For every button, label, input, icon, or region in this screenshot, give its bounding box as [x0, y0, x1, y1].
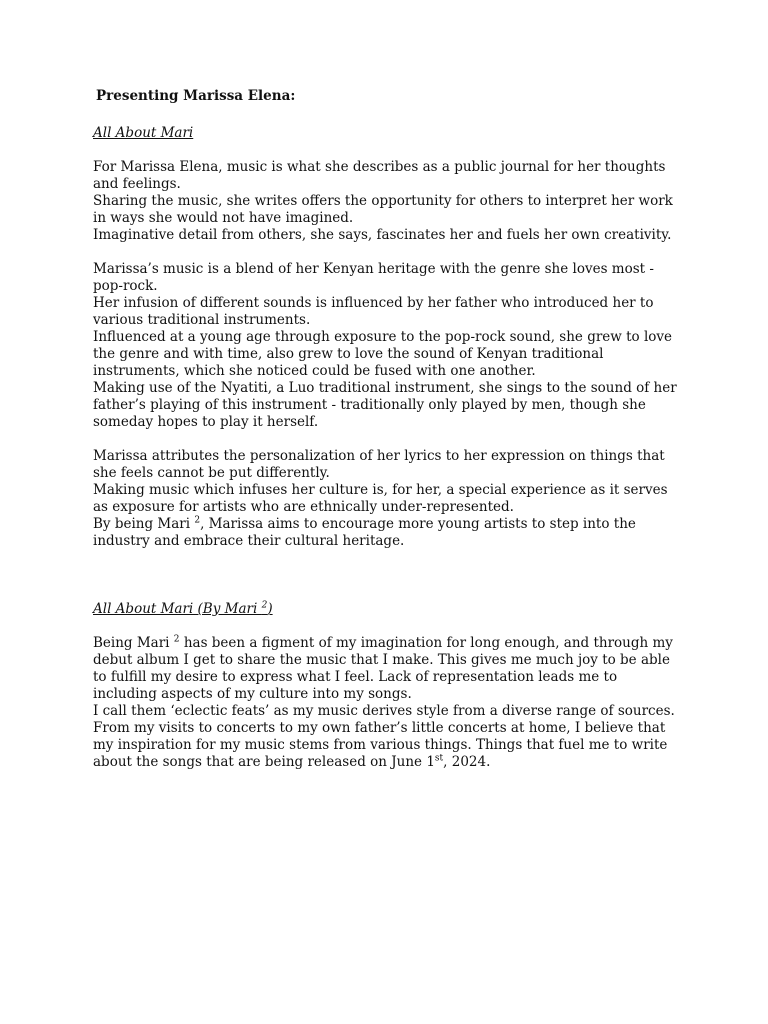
- paragraph-line: Sharing the music, she writes offers the opportunity for others to interpret her work in ways she would not have imagined.: [93, 193, 673, 226]
- paragraph-line: I call them ‘eclectic feats’ as my music derives style from a diverse range of sources.: [93, 703, 675, 719]
- paragraph-line: Her infusion of different sounds is influenced by her father who introduced her to various traditional instruments.: [93, 295, 654, 328]
- paragraph-line: [93, 516, 678, 550]
- document-page: [93, 88, 678, 771]
- text-run: By being Mari: [93, 516, 195, 532]
- section1-paragraph-3: [93, 448, 678, 550]
- text-run: , Marissa aims to encourage more young artists to step into the industry and embrace their cultural heritage.: [93, 516, 636, 549]
- superscript: 2: [173, 634, 180, 645]
- paragraph-line: Imaginative detail from others, she says, fascinates her and fuels her own creativity.: [93, 227, 672, 243]
- text-run: Being Mari: [93, 635, 174, 651]
- text-run: All About Mari (By Mari: [93, 601, 262, 617]
- spacer: [93, 618, 678, 635]
- paragraph-line: Influenced at a young age through exposure to the pop-rock sound, she grew to love the genre and with time, also grew to love the sound of Kenyan traditional instruments, which she noticed could be fused with one another.: [93, 329, 673, 379]
- paragraph-line: Marissa attributes the personalization of her lyrics to her expression on things that she feels cannot be put differently.: [93, 448, 665, 481]
- text-run: has been a figment of my imagination for long enough, and through my debut album I get to share the music that I make. This gives me much joy to be able to fulfill my desire to express what I feel. Lack of representation leads me to including aspects of my culture into my songs.: [93, 635, 673, 702]
- spacer: [93, 550, 678, 601]
- spacer: [93, 142, 678, 159]
- spacer: [93, 244, 678, 261]
- section1-paragraph-2: [93, 261, 678, 431]
- spacer: [93, 105, 678, 125]
- paragraph-line: Making music which infuses her culture is, for her, a special experience as it serves as exposure for artists who are ethnically under-represented.: [93, 482, 668, 515]
- paragraph-line: Marissa’s music is a blend of her Kenyan heritage with the genre she loves most - pop-rock.: [93, 261, 654, 294]
- text-run: , 2024.: [443, 754, 491, 770]
- section-heading-by-mari: [93, 601, 678, 618]
- paragraph-line: For Marissa Elena, music is what she describes as a public journal for her thoughts and feelings.: [93, 159, 666, 192]
- document-title: Presenting Marissa Elena:: [96, 88, 296, 104]
- section-heading-all-about-mari: All About Mari: [93, 125, 194, 141]
- superscript: 2: [261, 600, 268, 611]
- spacer: [93, 431, 678, 448]
- paragraph-line: [93, 635, 678, 703]
- superscript: 2: [194, 515, 201, 526]
- text-run: From my visits to concerts to my own father’s little concerts at home, I believe that my inspiration for my music stems from various things. Things that fuel me to write about the songs that are being released on June 1: [93, 720, 668, 770]
- superscript: st: [434, 753, 444, 764]
- section1-paragraph-1: [93, 159, 678, 244]
- paragraph-line: [93, 720, 678, 771]
- section2-paragraph: [93, 635, 678, 771]
- text-run: ): [267, 601, 273, 617]
- paragraph-line: Making use of the Nyatiti, a Luo traditional instrument, she sings to the sound of her father’s playing of this instrument - traditionally only played by men, though she someday hopes to play it herself.: [93, 380, 677, 430]
